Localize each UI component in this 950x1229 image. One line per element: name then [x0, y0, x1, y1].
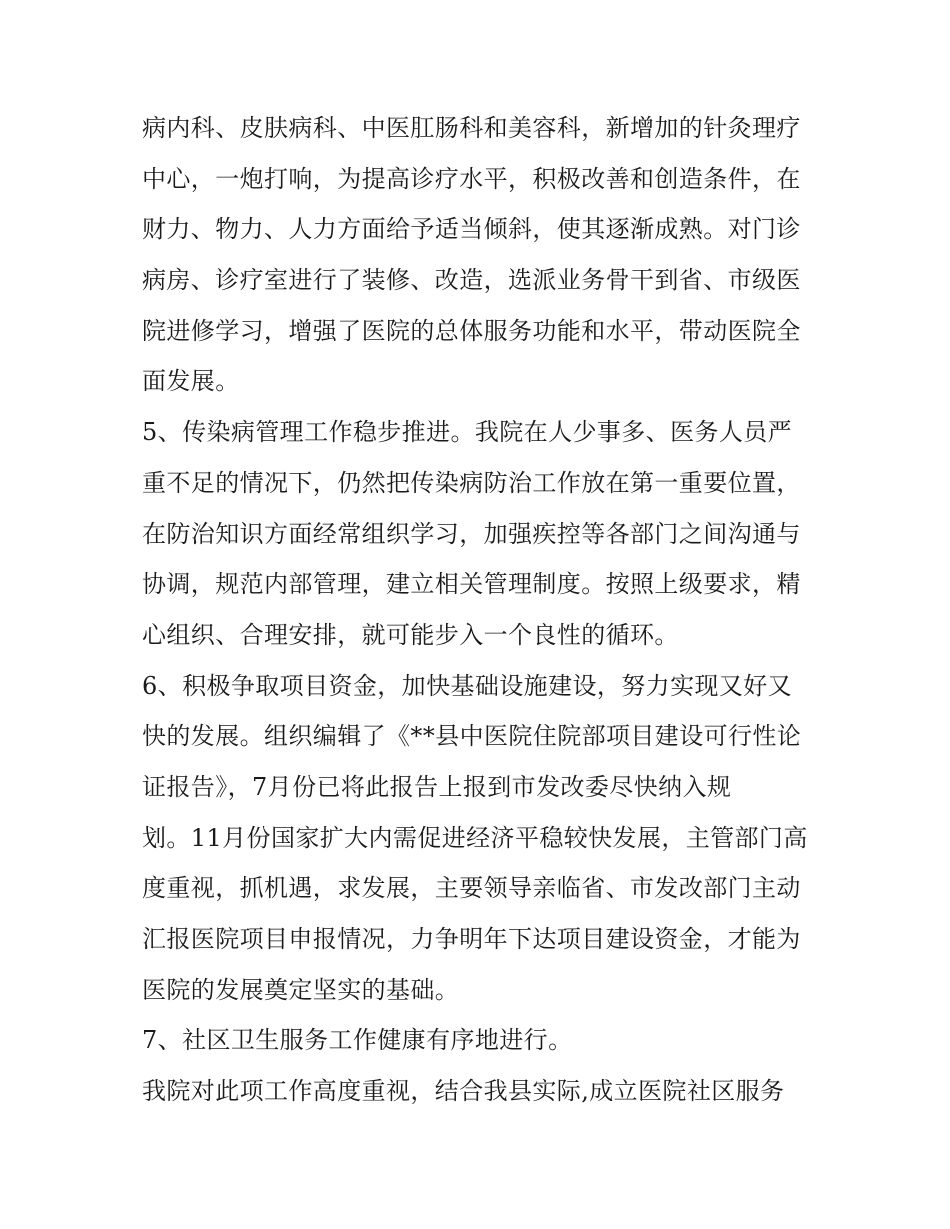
text-line: 病房、诊疗室进行了装修、改造，选派业务骨干到省、市级医: [142, 266, 801, 295]
text-line: 证报告》，7月份已将此报告上报到市发改委尽快纳入规: [142, 772, 732, 801]
text-line: 汇报医院项目申报情况，力争明年下达项目建设资金，才能为: [142, 925, 801, 953]
text-line: 重不足的情况下，仍然把传染病防治工作放在第一重要位置，: [142, 468, 801, 497]
text-line: 心组织、合理安排，就可能步入一个良性的循环。: [142, 620, 679, 649]
section-6-heading-line: 6、积极争取项目资金，加快基础设施建设，努力实现又好又: [142, 671, 793, 700]
text-line: 度重视，抓机遇，求发展，主要领导亲临省、市发改部门主动: [142, 874, 801, 903]
text-line: 医院的发展奠定坚实的基础。: [142, 975, 460, 1004]
text-line: 病内科、皮肤病科、中医肛肠科和美容科，新增加的针灸理疗: [142, 114, 801, 142]
text-line: 中心，一炮打响，为提高诊疗水平，积极改善和创造条件，在: [142, 164, 801, 193]
text-line: 划。11月份国家扩大内需促进经济平稳较快发展，主管部门高: [142, 823, 808, 852]
text-line: 在防治知识方面经常组织学习，加强疾控等各部门之间沟通与: [142, 519, 801, 548]
section-5-heading-line: 5、传染病管理工作稳步推进。我院在人少事多、医务人员严: [142, 418, 793, 447]
section-7-heading-line: 7、社区卫生服务工作健康有序地进行。: [142, 1026, 573, 1055]
text-line: 快的发展。组织编辑了《**县中医院住院部项目建设可行性论: [142, 722, 802, 751]
text-line: 院进修学习，增强了医院的总体服务功能和水平，带动医院全: [142, 316, 801, 345]
document-body: [142, 103, 822, 1117]
text-line: 我院对此项工作高度重视，结合我县实际,成立医院社区服务: [142, 1077, 785, 1106]
text-line: 面发展。: [142, 367, 240, 396]
text-line: 协调，规范内部管理，建立相关管理制度。按照上级要求，精: [142, 570, 801, 599]
text-line: 财力、物力、人力方面给予适当倾斜，使其逐渐成熟。对门诊: [142, 215, 801, 244]
